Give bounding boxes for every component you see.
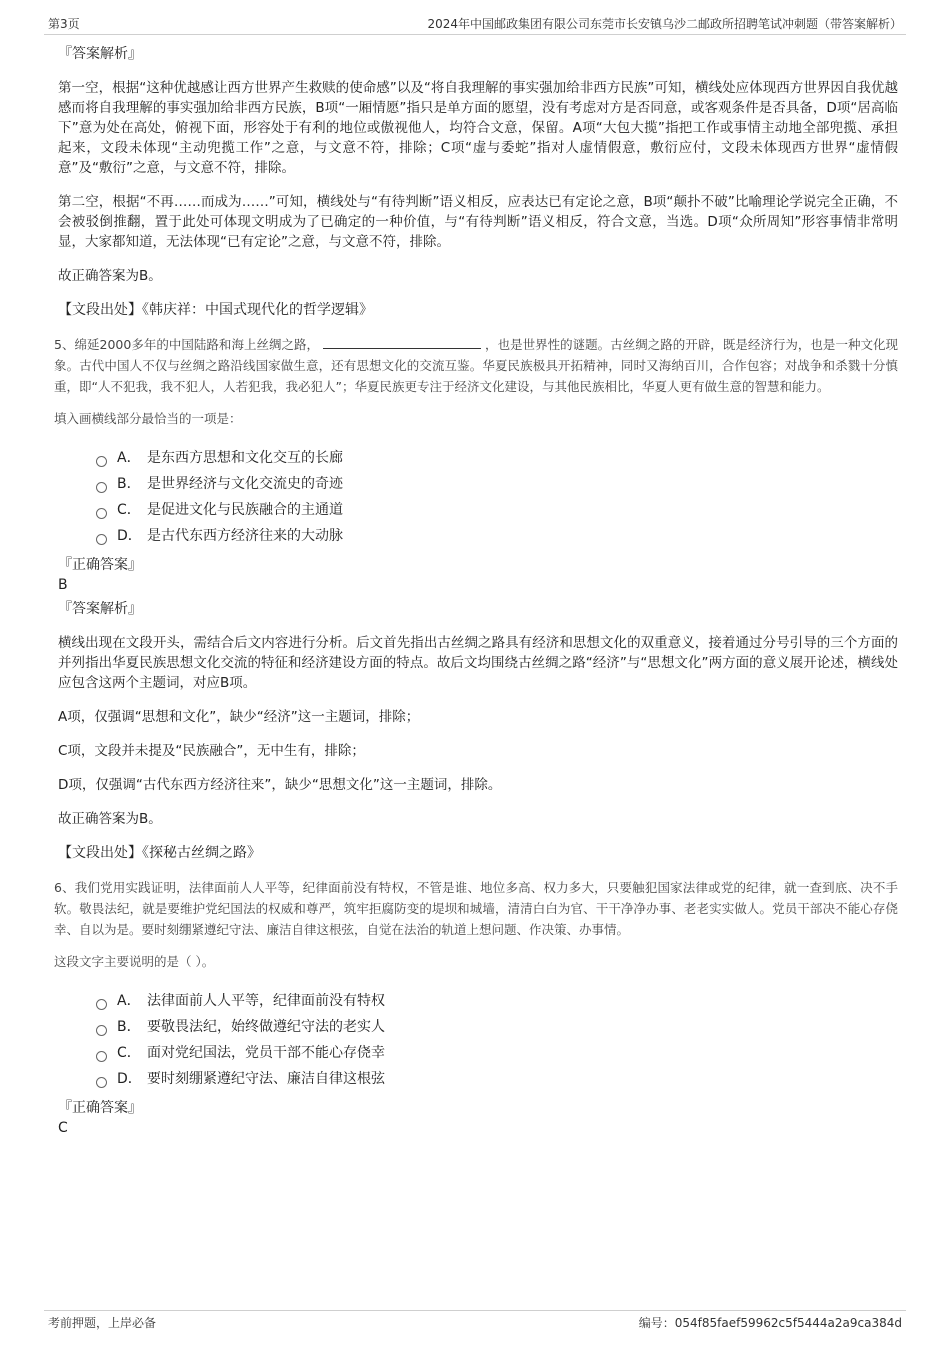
- radio-button-icon[interactable]: [96, 999, 107, 1010]
- analysis-paragraph: 第一空，根据“这种优越感让西方世界产生救赎的使命感”以及“将自我理解的事实强加给非西方民族”可知，横线处应体现西方世界因自我优越感而将自我理解的事实强加给非西方民族，B项“一厢情愿”指只是单方面的愿望，没有考虑对方是否同意，或客观条件是否具备，D项“居高临下”意为处在高处，俯视下面，形容处于有利的地位或傲视他人，均符合文意，保留。A项“大包大揽”指把工作或事情主动地全部兜揽、承担起来，文段未体现“主动兜揽工作”之意，与文意不符，排除；C项“虚与委蛇”指对人虚情假意，敷衍应付，文段未体现西方世界“虚情假意”及“敷衍”之意，与文意不符，排除。: [58, 80, 898, 176]
- analysis-conclusion: 故正确答案为B。: [58, 811, 162, 827]
- option-text: 是促进文化与民族融合的主通道: [147, 502, 343, 518]
- question-5-stem: [54, 334, 898, 397]
- radio-button-icon[interactable]: [96, 1025, 107, 1036]
- analysis-conclusion: 故正确答案为B。: [58, 268, 162, 284]
- option-letter: C．: [117, 502, 141, 518]
- option-text: 面对党纪国法，党员干部不能心存侥幸: [147, 1045, 385, 1061]
- option-text: 是世界经济与文化交流史的奇迹: [147, 476, 343, 492]
- analysis-paragraph: A项，仅强调“思想和文化”，缺少“经济”这一主题词，排除；: [58, 709, 420, 725]
- option-b[interactable]: [96, 471, 898, 497]
- correct-answer-label: 『正确答案』: [58, 1100, 142, 1116]
- radio-button-icon[interactable]: [96, 1077, 107, 1088]
- analysis-label: 『答案解析』: [58, 601, 142, 617]
- fill-blank: [323, 336, 481, 349]
- radio-button-icon[interactable]: [96, 1051, 107, 1062]
- option-a[interactable]: [96, 988, 898, 1014]
- option-letter: B．: [117, 1019, 141, 1035]
- question-6-options: [96, 988, 898, 1092]
- radio-button-icon[interactable]: [96, 534, 107, 545]
- analysis-paragraph: C项，文段并未提及“民族融合”，无中生有，排除；: [58, 743, 365, 759]
- option-b[interactable]: [96, 1014, 898, 1040]
- question-5-options: [96, 445, 898, 549]
- correct-answer-label: 『正确答案』: [58, 557, 142, 573]
- document-title: 2024年中国邮政集团有限公司东莞市长安镇乌沙二邮政所招聘笔试冲刺题（带答案解析）: [427, 17, 902, 31]
- option-letter: D．: [117, 528, 142, 544]
- question-stem-end: ，也是世界性的谜题。古丝绸之路的开辟，既是经济行为，也是一种文化现象。古代中国人不仅与丝绸之路沿线国家做生意，还有思想文化的交流互鉴。华夏民族极具开拓精神，同时又海纳百川，合作包容；对战争和杀戮十分慎重，即“人不犯我，我不犯人，人若犯我，我必犯人”；华夏民族更专注于经济文化建设，与其他民族相比，华夏人更有做生意的智慧和能力。: [54, 337, 898, 394]
- analysis-label: 『答案解析』: [58, 46, 142, 62]
- option-text: 要时刻绷紧遵纪守法、廉洁自律这根弦: [147, 1071, 385, 1087]
- correct-answer-value: C: [58, 1120, 68, 1136]
- option-c[interactable]: [96, 497, 898, 523]
- source-citation: 【文段出处】《探秘古丝绸之路》: [58, 845, 261, 861]
- page-header: [44, 14, 906, 35]
- analysis-paragraph: 第二空，根据“不再……而成为……”可知，横线处与“有待判断”语义相反，应表达已有定论之意，B项“颠扑不破”比喻理论学说完全正确，不会被驳倒推翻，置于此处可体现文明成为了已确定的一种价值，与“有待判断”语义相反，符合文意，当选。D项“众所周知”形容事情非常明显，大家都知道，无法体现“已有定论”之意，与文意不符，排除。: [58, 194, 898, 250]
- page-number: 第3页: [48, 17, 80, 31]
- option-letter: C．: [117, 1045, 141, 1061]
- footer-slogan: 考前押题，上岸必备: [48, 1316, 157, 1330]
- question-6-stem: 6、我们党用实践证明，法律面前人人平等，纪律面前没有特权，不管是谁、地位多高、权力多大，只要触犯国家法律或党的纪律，就一查到底、决不手软。敬畏法纪，就是要维护党纪国法的权威和尊严，筑牢拒腐防变的堤坝和城墙，清清白白为官、干干净净办事、老老实实做人。党员干部决不能心存侥幸、自以为是。要时刻绷紧遵纪守法、廉洁自律这根弦，自觉在法治的轨道上想问题、作决策、办事情。: [54, 880, 898, 937]
- option-text: 是东西方思想和文化交互的长廊: [147, 450, 343, 466]
- question-6-prompt: 这段文字主要说明的是（ ）。: [54, 954, 215, 969]
- question-5-prompt: 填入画横线部分最恰当的一项是：: [54, 411, 242, 426]
- question-stem-start: 5、绵延2000多年的中国陆路和海上丝绸之路，: [54, 337, 320, 352]
- radio-button-icon[interactable]: [96, 508, 107, 519]
- option-text: 法律面前人人平等，纪律面前没有特权: [147, 993, 385, 1009]
- option-letter: A．: [117, 993, 141, 1009]
- page-content: [54, 44, 898, 1142]
- option-text: 是古代东西方经济往来的大动脉: [147, 528, 343, 544]
- correct-answer-value: B: [58, 577, 68, 593]
- option-d[interactable]: [96, 523, 898, 549]
- option-letter: D．: [117, 1071, 142, 1087]
- option-letter: A．: [117, 450, 141, 466]
- option-c[interactable]: [96, 1040, 898, 1066]
- option-letter: B．: [117, 476, 141, 492]
- option-text: 要敬畏法纪，始终做遵纪守法的老实人: [147, 1019, 385, 1035]
- radio-button-icon[interactable]: [96, 456, 107, 467]
- page-footer: [44, 1310, 906, 1331]
- document-code: 编号：054f85faef59962c5f5444a2a9ca384d: [638, 1316, 902, 1330]
- analysis-paragraph: D项，仅强调“古代东西方经济往来”，缺少“思想文化”这一主题词，排除。: [58, 777, 502, 793]
- option-a[interactable]: [96, 445, 898, 471]
- option-d[interactable]: [96, 1066, 898, 1092]
- radio-button-icon[interactable]: [96, 482, 107, 493]
- analysis-paragraph: 横线出现在文段开头，需结合后文内容进行分析。后文首先指出古丝绸之路具有经济和思想文化的双重意义，接着通过分号引导的三个方面的并列指出华夏民族思想文化交流的特征和经济建设方面的特点。故后文均围绕古丝绸之路“经济”与“思想文化”两方面的意义展开论述，横线处应包含这两个主题词，对应B项。: [58, 635, 898, 691]
- source-citation: 【文段出处】《韩庆祥：中国式现代化的哲学逻辑》: [58, 302, 373, 318]
